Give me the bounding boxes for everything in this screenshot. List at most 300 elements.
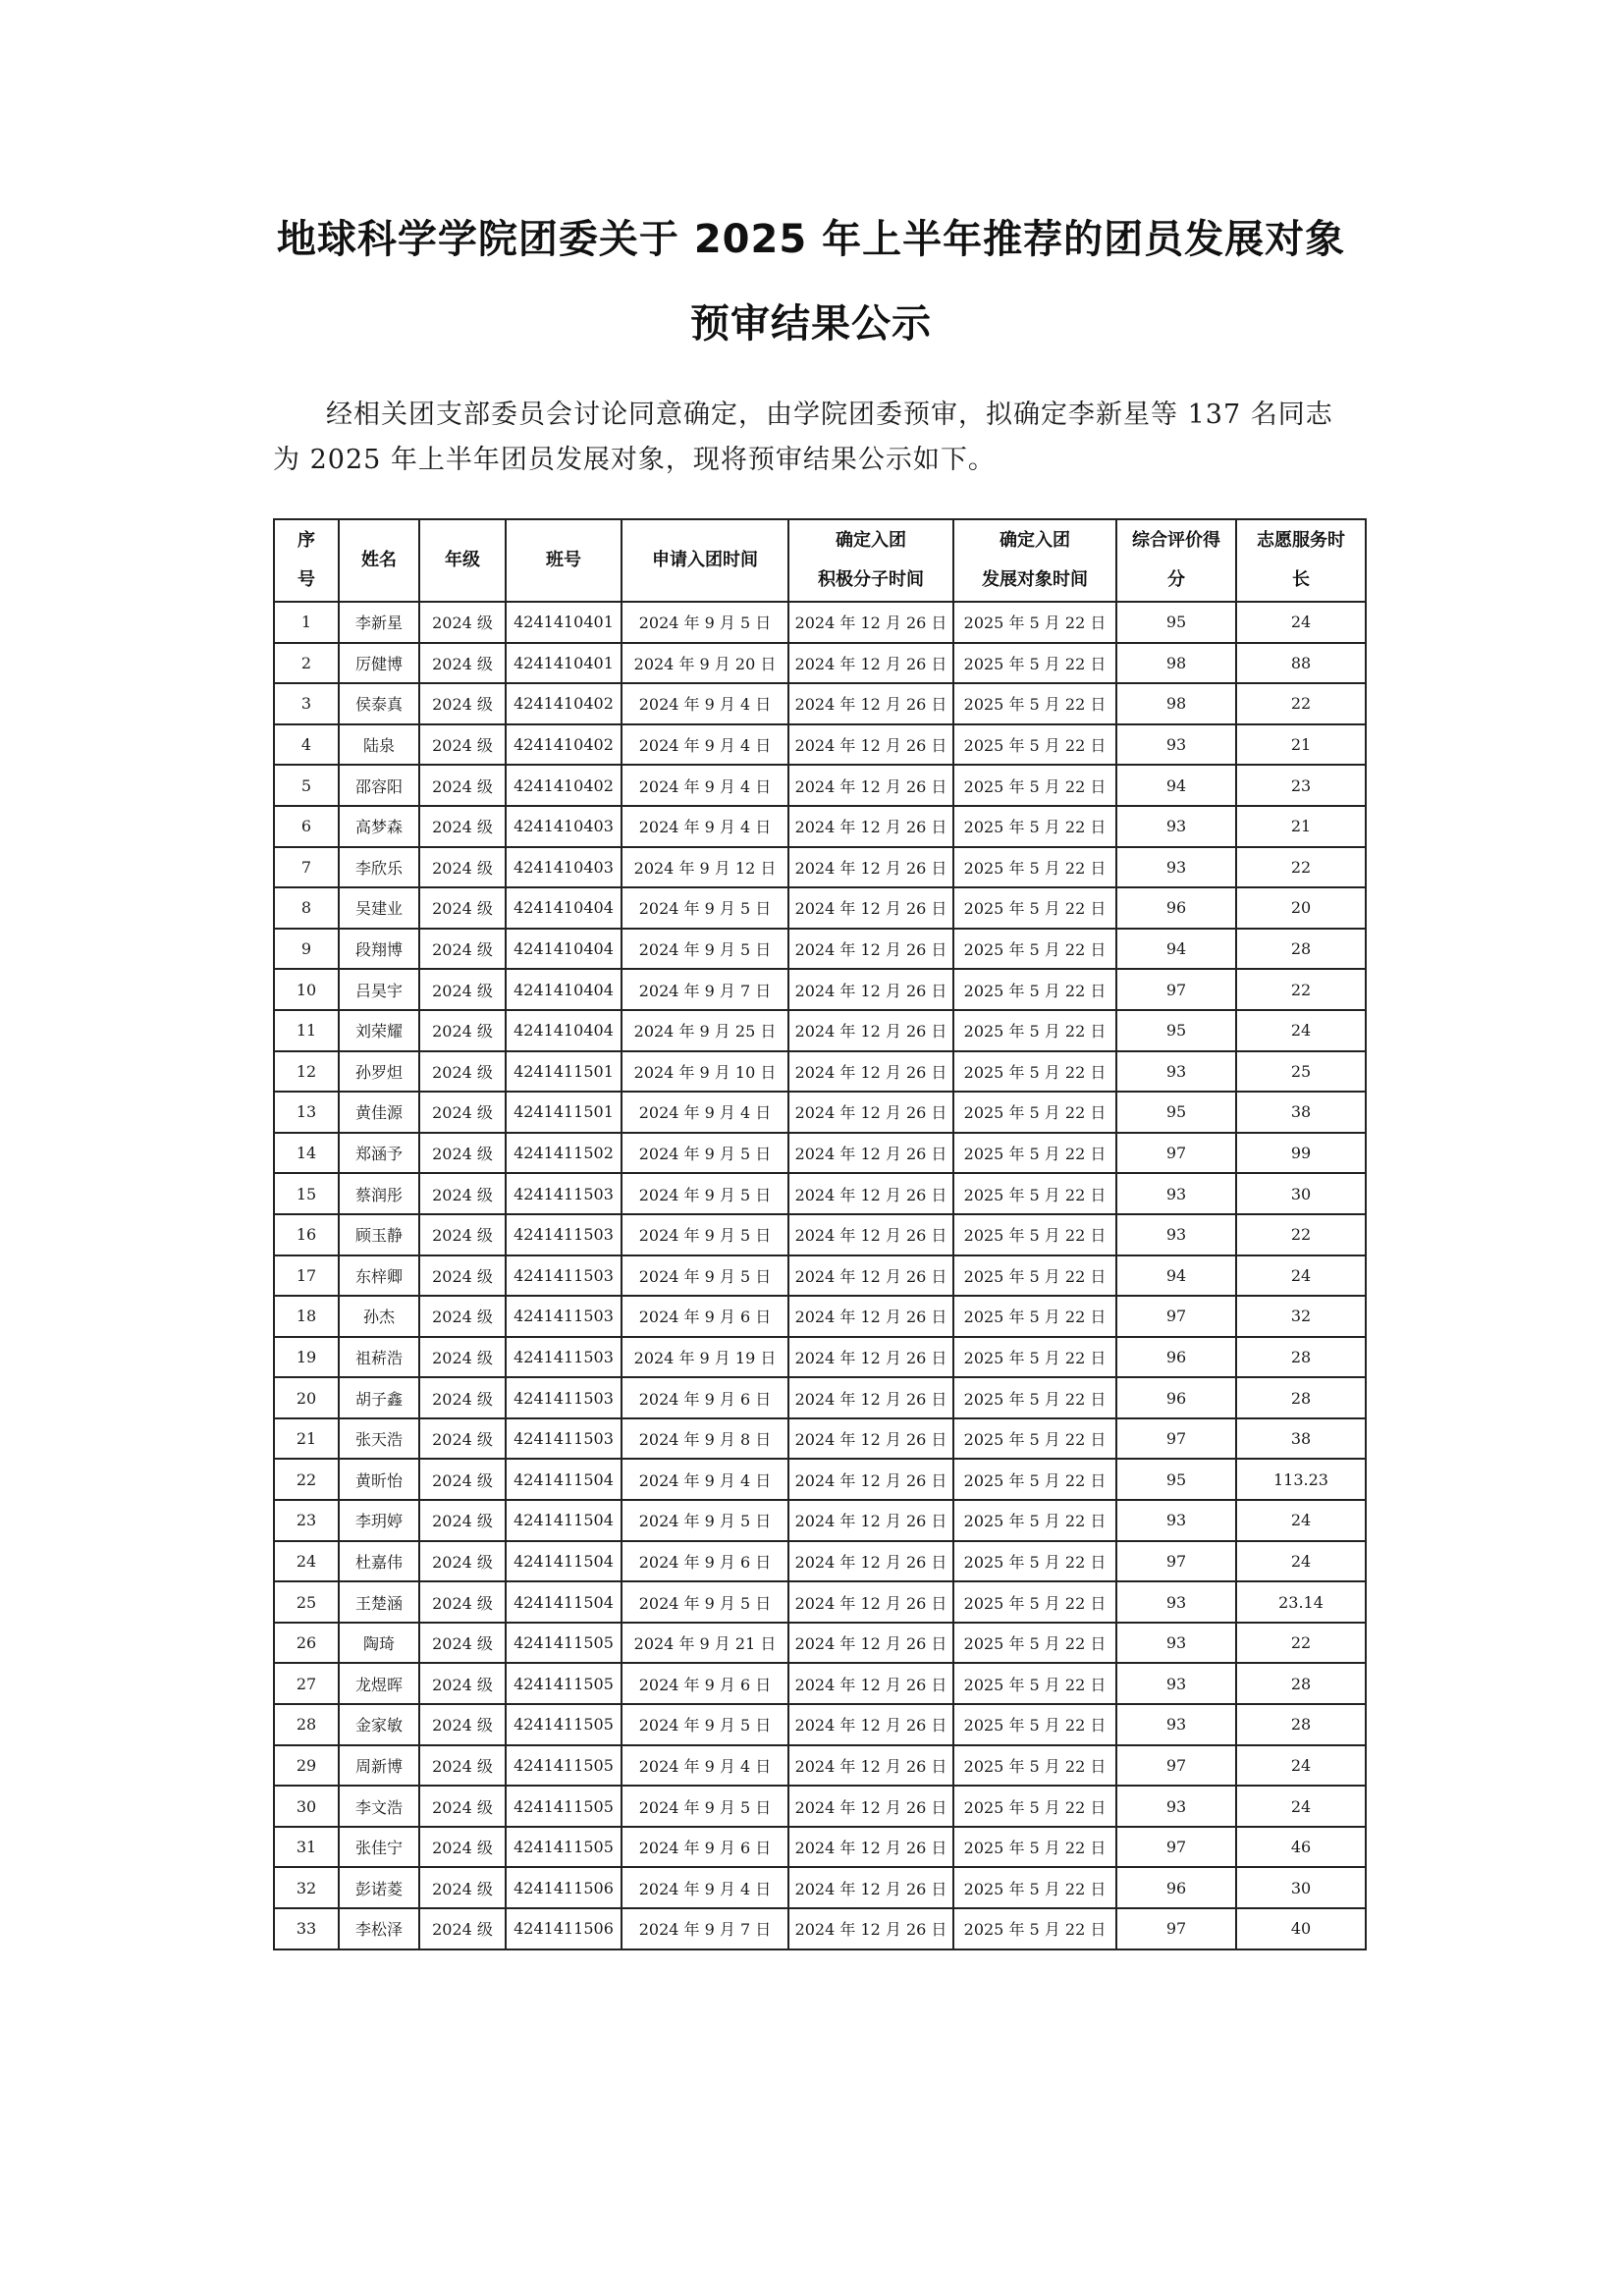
cell-hours: 38 [1236,1418,1366,1460]
table-row [274,1255,1366,1297]
table-row [274,1541,1366,1582]
cell-grade: 2024 级 [419,643,506,684]
cell-hours: 24 [1236,602,1366,643]
cell-hours: 21 [1236,806,1366,847]
cell-develop-time: 2025 年 5 月 22 日 [953,1296,1116,1337]
cell-activist-time: 2024 年 12 月 26 日 [788,1786,953,1827]
table-row [274,683,1366,724]
cell-grade: 2024 级 [419,1704,506,1745]
cell-develop-time: 2025 年 5 月 22 日 [953,1418,1116,1460]
cell-no: 12 [274,1051,339,1093]
cell-apply-time: 2024 年 9 月 5 日 [622,1173,788,1214]
table-row [274,1173,1366,1214]
cell-grade: 2024 级 [419,1377,506,1418]
cell-apply-time: 2024 年 9 月 6 日 [622,1377,788,1418]
cell-score: 96 [1116,1377,1236,1418]
cell-hours: 113.23 [1236,1459,1366,1500]
table-row [274,1418,1366,1460]
cell-grade: 2024 级 [419,1623,506,1664]
cell-hours: 24 [1236,1500,1366,1541]
cell-name: 祖菥浩 [339,1337,419,1378]
cell-hours: 28 [1236,929,1366,970]
cell-score: 93 [1116,1704,1236,1745]
cell-hours: 22 [1236,969,1366,1010]
cell-score: 93 [1116,1786,1236,1827]
cell-activist-time: 2024 年 12 月 26 日 [788,1092,953,1133]
cell-apply-time: 2024 年 9 月 5 日 [622,1255,788,1297]
cell-apply-time: 2024 年 9 月 5 日 [622,1133,788,1174]
table-row [274,1337,1366,1378]
cell-name: 李欣乐 [339,847,419,888]
cell-grade: 2024 级 [419,724,506,766]
cell-apply-time: 2024 年 9 月 5 日 [622,929,788,970]
cell-activist-time: 2024 年 12 月 26 日 [788,1745,953,1787]
cell-no: 1 [274,602,339,643]
cell-grade: 2024 级 [419,1663,506,1704]
cell-activist-time: 2024 年 12 月 26 日 [788,1663,953,1704]
table-row [274,1704,1366,1745]
cell-hours: 24 [1236,1745,1366,1787]
cell-develop-time: 2025 年 5 月 22 日 [953,1173,1116,1214]
cell-develop-time: 2025 年 5 月 22 日 [953,1663,1116,1704]
cell-name: 周新博 [339,1745,419,1787]
cell-activist-time: 2024 年 12 月 26 日 [788,1623,953,1664]
cell-activist-time: 2024 年 12 月 26 日 [788,1010,953,1051]
cell-activist-time: 2024 年 12 月 26 日 [788,1581,953,1623]
cell-hours: 28 [1236,1337,1366,1378]
cell-develop-time: 2025 年 5 月 22 日 [953,683,1116,724]
cell-apply-time: 2024 年 9 月 20 日 [622,643,788,684]
cell-apply-time: 2024 年 9 月 10 日 [622,1051,788,1093]
cell-hours: 23.14 [1236,1581,1366,1623]
cell-grade: 2024 级 [419,1255,506,1297]
cell-class-no: 4241411504 [506,1541,622,1582]
cell-no: 17 [274,1255,339,1297]
cell-class-no: 4241411505 [506,1623,622,1664]
cell-grade: 2024 级 [419,602,506,643]
cell-name: 孙杰 [339,1296,419,1337]
cell-apply-time: 2024 年 9 月 6 日 [622,1663,788,1704]
cell-name: 孙罗炟 [339,1051,419,1093]
cell-activist-time: 2024 年 12 月 26 日 [788,1377,953,1418]
cell-no: 11 [274,1010,339,1051]
cell-grade: 2024 级 [419,1337,506,1378]
cell-activist-time: 2024 年 12 月 26 日 [788,683,953,724]
cell-develop-time: 2025 年 5 月 22 日 [953,1337,1116,1378]
cell-no: 30 [274,1786,339,1827]
cell-hours: 22 [1236,847,1366,888]
cell-hours: 22 [1236,1214,1366,1255]
cell-apply-time: 2024 年 9 月 19 日 [622,1337,788,1378]
cell-apply-time: 2024 年 9 月 4 日 [622,765,788,806]
cell-activist-time: 2024 年 12 月 26 日 [788,1500,953,1541]
cell-name: 顾玉静 [339,1214,419,1255]
cell-apply-time: 2024 年 9 月 4 日 [622,1867,788,1908]
table-row [274,1010,1366,1051]
cell-no: 15 [274,1173,339,1214]
cell-name: 张天浩 [339,1418,419,1460]
table-row [274,765,1366,806]
cell-grade: 2024 级 [419,1296,506,1337]
cell-develop-time: 2025 年 5 月 22 日 [953,1010,1116,1051]
table-row [274,1214,1366,1255]
cell-develop-time: 2025 年 5 月 22 日 [953,1623,1116,1664]
cell-no: 28 [274,1704,339,1745]
cell-class-no: 4241410401 [506,602,622,643]
table-row [274,1500,1366,1541]
cell-grade: 2024 级 [419,887,506,929]
cell-apply-time: 2024 年 9 月 5 日 [622,602,788,643]
cell-activist-time: 2024 年 12 月 26 日 [788,1296,953,1337]
cell-apply-time: 2024 年 9 月 7 日 [622,1908,788,1949]
cell-grade: 2024 级 [419,1745,506,1787]
cell-no: 21 [274,1418,339,1460]
intro-paragraph: 经相关团支部委员会讨论同意确定，由学院团委预审，拟确定李新星等 137 名同志为 2025 年上半年团员发展对象，现将预审结果公示如下。 [273,400,1333,475]
cell-hours: 40 [1236,1908,1366,1949]
cell-develop-time: 2025 年 5 月 22 日 [953,1051,1116,1093]
cell-develop-time: 2025 年 5 月 22 日 [953,929,1116,970]
cell-activist-time: 2024 年 12 月 26 日 [788,847,953,888]
cell-score: 93 [1116,1051,1236,1093]
cell-hours: 22 [1236,1623,1366,1664]
cell-apply-time: 2024 年 9 月 8 日 [622,1418,788,1460]
cell-apply-time: 2024 年 9 月 7 日 [622,969,788,1010]
header-develop-line-1: 确定入团 [1000,530,1070,551]
cell-activist-time: 2024 年 12 月 26 日 [788,887,953,929]
cell-hours: 24 [1236,1010,1366,1051]
header-class-no: 班号 [506,519,622,602]
header-grade: 年级 [419,519,506,602]
cell-score: 94 [1116,765,1236,806]
cell-name: 黄昕怡 [339,1459,419,1500]
cell-grade: 2024 级 [419,1541,506,1582]
cell-score: 93 [1116,1214,1236,1255]
cell-activist-time: 2024 年 12 月 26 日 [788,765,953,806]
cell-activist-time: 2024 年 12 月 26 日 [788,602,953,643]
table-row [274,1377,1366,1418]
cell-apply-time: 2024 年 9 月 4 日 [622,806,788,847]
cell-no: 10 [274,969,339,1010]
cell-hours: 21 [1236,724,1366,766]
cell-class-no: 4241410402 [506,683,622,724]
cell-no: 7 [274,847,339,888]
cell-apply-time: 2024 年 9 月 4 日 [622,1745,788,1787]
cell-grade: 2024 级 [419,1786,506,1827]
table-row [274,1663,1366,1704]
cell-class-no: 4241411503 [506,1214,622,1255]
cell-class-no: 4241410402 [506,724,622,766]
cell-class-no: 4241410401 [506,643,622,684]
cell-grade: 2024 级 [419,1173,506,1214]
document-title-line-1: 地球科学学院团委关于 2025 年上半年推荐的团员发展对象 [276,217,1346,262]
table-row [274,1459,1366,1500]
cell-develop-time: 2025 年 5 月 22 日 [953,1133,1116,1174]
cell-score: 93 [1116,1623,1236,1664]
header-develop-line-2: 发展对象时间 [982,569,1088,590]
cell-hours: 32 [1236,1296,1366,1337]
cell-class-no: 4241410404 [506,887,622,929]
cell-score: 96 [1116,1337,1236,1378]
cell-apply-time: 2024 年 9 月 25 日 [622,1010,788,1051]
table-row [274,1133,1366,1174]
cell-score: 97 [1116,1541,1236,1582]
table-row [274,1296,1366,1337]
cell-name: 蔡润彤 [339,1173,419,1214]
cell-name: 黄佳源 [339,1092,419,1133]
cell-activist-time: 2024 年 12 月 26 日 [788,1418,953,1460]
cell-name: 胡子鑫 [339,1377,419,1418]
cell-grade: 2024 级 [419,1010,506,1051]
cell-hours: 24 [1236,1541,1366,1582]
cell-class-no: 4241410404 [506,969,622,1010]
header-no-line-2: 号 [297,569,315,590]
cell-class-no: 4241411505 [506,1786,622,1827]
cell-activist-time: 2024 年 12 月 26 日 [788,724,953,766]
cell-score: 97 [1116,1827,1236,1868]
cell-develop-time: 2025 年 5 月 22 日 [953,1541,1116,1582]
header-hours-line-1: 志愿服务时 [1257,530,1345,551]
cell-name: 吕昊宇 [339,969,419,1010]
cell-activist-time: 2024 年 12 月 26 日 [788,1133,953,1174]
cell-class-no: 4241411503 [506,1173,622,1214]
cell-name: 段翔博 [339,929,419,970]
cell-develop-time: 2025 年 5 月 22 日 [953,724,1116,766]
table-row [274,1092,1366,1133]
cell-class-no: 4241411504 [506,1459,622,1500]
cell-no: 6 [274,806,339,847]
cell-apply-time: 2024 年 9 月 4 日 [622,683,788,724]
cell-class-no: 4241411503 [506,1418,622,1460]
cell-hours: 88 [1236,643,1366,684]
table-row [274,1867,1366,1908]
cell-no: 33 [274,1908,339,1949]
cell-activist-time: 2024 年 12 月 26 日 [788,1459,953,1500]
table-row [274,724,1366,766]
cell-score: 94 [1116,929,1236,970]
table-row [274,1908,1366,1949]
table-row [274,887,1366,929]
cell-grade: 2024 级 [419,1500,506,1541]
cell-hours: 28 [1236,1377,1366,1418]
cell-grade: 2024 级 [419,683,506,724]
cell-class-no: 4241410404 [506,929,622,970]
header-activist-line-2: 积极分子时间 [818,569,924,590]
header-hours-line-2: 长 [1292,569,1310,590]
cell-develop-time: 2025 年 5 月 22 日 [953,765,1116,806]
cell-apply-time: 2024 年 9 月 5 日 [622,887,788,929]
cell-apply-time: 2024 年 9 月 12 日 [622,847,788,888]
roster-table [273,518,1367,1950]
document-title-line-2: 预审结果公示 [690,301,932,347]
cell-apply-time: 2024 年 9 月 4 日 [622,1459,788,1500]
cell-score: 97 [1116,1133,1236,1174]
cell-no: 4 [274,724,339,766]
cell-class-no: 4241411506 [506,1867,622,1908]
header-activist-time [788,519,953,602]
cell-apply-time: 2024 年 9 月 4 日 [622,1092,788,1133]
cell-no: 29 [274,1745,339,1787]
cell-develop-time: 2025 年 5 月 22 日 [953,1867,1116,1908]
cell-hours: 24 [1236,1786,1366,1827]
cell-name: 厉健博 [339,643,419,684]
cell-name: 彭诺菱 [339,1867,419,1908]
cell-grade: 2024 级 [419,1092,506,1133]
cell-class-no: 4241411505 [506,1745,622,1787]
cell-score: 95 [1116,1459,1236,1500]
cell-hours: 30 [1236,1867,1366,1908]
cell-score: 98 [1116,643,1236,684]
cell-activist-time: 2024 年 12 月 26 日 [788,806,953,847]
cell-apply-time: 2024 年 9 月 6 日 [622,1296,788,1337]
cell-name: 张佳宁 [339,1827,419,1868]
table-header-row [274,519,1366,602]
cell-no: 13 [274,1092,339,1133]
cell-class-no: 4241410402 [506,765,622,806]
cell-no: 23 [274,1500,339,1541]
cell-grade: 2024 级 [419,847,506,888]
cell-no: 9 [274,929,339,970]
cell-score: 93 [1116,806,1236,847]
cell-develop-time: 2025 年 5 月 22 日 [953,1092,1116,1133]
cell-hours: 24 [1236,1255,1366,1297]
table-row [274,1786,1366,1827]
cell-apply-time: 2024 年 9 月 21 日 [622,1623,788,1664]
table-row [274,847,1366,888]
table-row [274,1745,1366,1787]
cell-name: 李新星 [339,602,419,643]
cell-class-no: 4241411503 [506,1337,622,1378]
cell-name: 李玥婷 [339,1500,419,1541]
header-hours [1236,519,1366,602]
cell-develop-time: 2025 年 5 月 22 日 [953,1704,1116,1745]
cell-no: 32 [274,1867,339,1908]
cell-hours: 28 [1236,1704,1366,1745]
table-row [274,602,1366,643]
cell-name: 王楚涵 [339,1581,419,1623]
cell-hours: 30 [1236,1173,1366,1214]
cell-grade: 2024 级 [419,1867,506,1908]
cell-score: 95 [1116,1092,1236,1133]
cell-no: 27 [274,1663,339,1704]
cell-class-no: 4241411503 [506,1296,622,1337]
table-row [274,969,1366,1010]
cell-score: 98 [1116,683,1236,724]
cell-hours: 46 [1236,1827,1366,1868]
cell-score: 94 [1116,1255,1236,1297]
cell-apply-time: 2024 年 9 月 5 日 [622,1581,788,1623]
cell-activist-time: 2024 年 12 月 26 日 [788,1255,953,1297]
cell-class-no: 4241411505 [506,1827,622,1868]
cell-class-no: 4241411501 [506,1051,622,1093]
cell-class-no: 4241411504 [506,1500,622,1541]
cell-score: 97 [1116,969,1236,1010]
cell-name: 杜嘉伟 [339,1541,419,1582]
table-row [274,806,1366,847]
cell-grade: 2024 级 [419,765,506,806]
cell-activist-time: 2024 年 12 月 26 日 [788,1704,953,1745]
roster-body [274,602,1366,1949]
cell-develop-time: 2025 年 5 月 22 日 [953,1500,1116,1541]
cell-class-no: 4241411503 [506,1377,622,1418]
header-no [274,519,339,602]
cell-score: 93 [1116,1581,1236,1623]
cell-no: 26 [274,1623,339,1664]
cell-develop-time: 2025 年 5 月 22 日 [953,806,1116,847]
header-name: 姓名 [339,519,419,602]
cell-activist-time: 2024 年 12 月 26 日 [788,1337,953,1378]
cell-develop-time: 2025 年 5 月 22 日 [953,887,1116,929]
cell-score: 93 [1116,724,1236,766]
cell-score: 97 [1116,1418,1236,1460]
cell-develop-time: 2025 年 5 月 22 日 [953,847,1116,888]
cell-no: 2 [274,643,339,684]
cell-develop-time: 2025 年 5 月 22 日 [953,643,1116,684]
cell-activist-time: 2024 年 12 月 26 日 [788,643,953,684]
cell-develop-time: 2025 年 5 月 22 日 [953,1786,1116,1827]
cell-score: 93 [1116,847,1236,888]
cell-name: 金家敏 [339,1704,419,1745]
cell-no: 25 [274,1581,339,1623]
cell-apply-time: 2024 年 9 月 5 日 [622,1786,788,1827]
cell-name: 李松泽 [339,1908,419,1949]
cell-develop-time: 2025 年 5 月 22 日 [953,1459,1116,1500]
cell-grade: 2024 级 [419,929,506,970]
cell-score: 95 [1116,1010,1236,1051]
cell-develop-time: 2025 年 5 月 22 日 [953,1214,1116,1255]
header-score [1116,519,1236,602]
cell-no: 18 [274,1296,339,1337]
cell-class-no: 4241411505 [506,1704,622,1745]
cell-grade: 2024 级 [419,969,506,1010]
cell-name: 郑涵予 [339,1133,419,1174]
header-develop-time [953,519,1116,602]
cell-grade: 2024 级 [419,1418,506,1460]
cell-activist-time: 2024 年 12 月 26 日 [788,1827,953,1868]
cell-class-no: 4241411506 [506,1908,622,1949]
header-apply-time: 申请入团时间 [622,519,788,602]
table-row [274,929,1366,970]
cell-develop-time: 2025 年 5 月 22 日 [953,1745,1116,1787]
cell-grade: 2024 级 [419,1581,506,1623]
cell-hours: 38 [1236,1092,1366,1133]
cell-hours: 99 [1236,1133,1366,1174]
cell-no: 20 [274,1377,339,1418]
cell-name: 刘荣耀 [339,1010,419,1051]
cell-score: 96 [1116,1867,1236,1908]
cell-hours: 20 [1236,887,1366,929]
table-row [274,1581,1366,1623]
cell-score: 93 [1116,1500,1236,1541]
cell-activist-time: 2024 年 12 月 26 日 [788,1051,953,1093]
cell-activist-time: 2024 年 12 月 26 日 [788,1173,953,1214]
cell-no: 5 [274,765,339,806]
cell-class-no: 4241410404 [506,1010,622,1051]
cell-develop-time: 2025 年 5 月 22 日 [953,1255,1116,1297]
cell-class-no: 4241411505 [506,1663,622,1704]
cell-class-no: 4241410403 [506,806,622,847]
cell-grade: 2024 级 [419,1459,506,1500]
cell-hours: 23 [1236,765,1366,806]
header-score-line-1: 综合评价得 [1132,530,1220,551]
cell-score: 96 [1116,887,1236,929]
cell-grade: 2024 级 [419,1214,506,1255]
cell-develop-time: 2025 年 5 月 22 日 [953,1581,1116,1623]
cell-score: 95 [1116,602,1236,643]
cell-class-no: 4241411502 [506,1133,622,1174]
cell-apply-time: 2024 年 9 月 5 日 [622,1214,788,1255]
cell-hours: 22 [1236,683,1366,724]
cell-activist-time: 2024 年 12 月 26 日 [788,1214,953,1255]
